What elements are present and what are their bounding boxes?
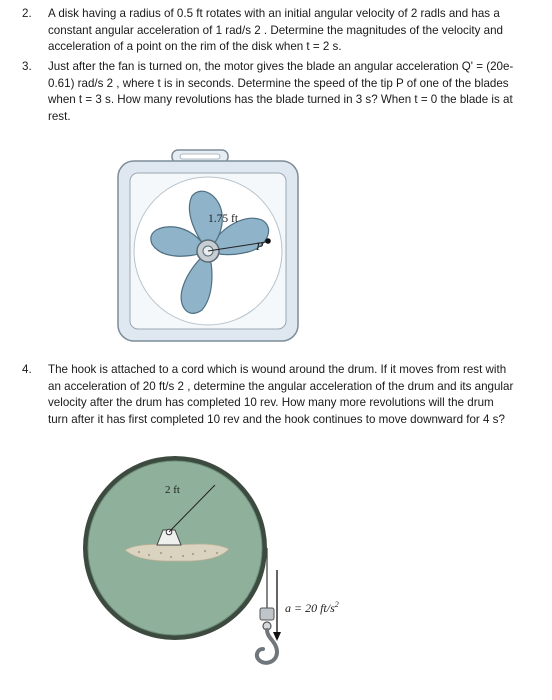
problem-line: Just after the fan is turned on, the motor gives the blade an angular acceleration Q' = (20e- <box>48 60 514 73</box>
problem-line: 0.61) rad/s 2 , where t is in seconds. Determine the speed of the tip P of one of the blades <box>48 76 509 90</box>
problem-3 <box>22 59 542 125</box>
problem-line: A disk having a radius of 0.5 ft rotates with an initial angular velocity of 2 radls and has a <box>48 7 500 20</box>
problem-line: rest. <box>48 109 71 123</box>
problem-number: 2. <box>22 7 32 20</box>
problem-text <box>48 59 542 125</box>
problem-text <box>48 6 542 56</box>
problem-line: when t = 3 s. How many revolutions has the blade turned in 3 s? When t = 0 the blade is at <box>48 93 513 107</box>
fan-figure <box>110 140 315 345</box>
drum-radius-label: 2 ft <box>165 484 180 496</box>
problem-4 <box>22 362 542 428</box>
fan-tip-label: P <box>256 239 264 253</box>
problem-line: acceleration of a point on the rim of the disk when t = 2 s. <box>48 40 342 54</box>
hook-icon <box>257 630 277 663</box>
drum-figure <box>75 450 405 690</box>
fan-radius-label: 1.75 ft <box>208 213 239 225</box>
problem-number: 4. <box>22 363 32 376</box>
acceleration-label: a = 20 $ft/s^2$ <box>285 600 339 615</box>
problem-line: turn after it has first completed 10 rev and the hook continues to move downward for 4 s? <box>48 412 505 426</box>
problem-2 <box>22 6 542 56</box>
problem-text <box>48 362 542 428</box>
problem-line: velocity after the drum has completed 10 rev. How many more revolutions will the drum <box>48 396 494 410</box>
problem-line: The hook is attached to a cord which is wound around the drum. If it moves from rest with <box>48 363 507 376</box>
problem-number: 3. <box>22 60 32 73</box>
hook-collar <box>260 608 274 620</box>
fan-tip-point <box>265 238 271 244</box>
problem-line: constant angular acceleration of 1 rad/s 2 . Determine the magnitudes of the velocity and <box>48 23 503 37</box>
problem-line: an acceleration of 20 ft/s 2 , determine the angular acceleration of the drum and its angular <box>48 379 514 393</box>
